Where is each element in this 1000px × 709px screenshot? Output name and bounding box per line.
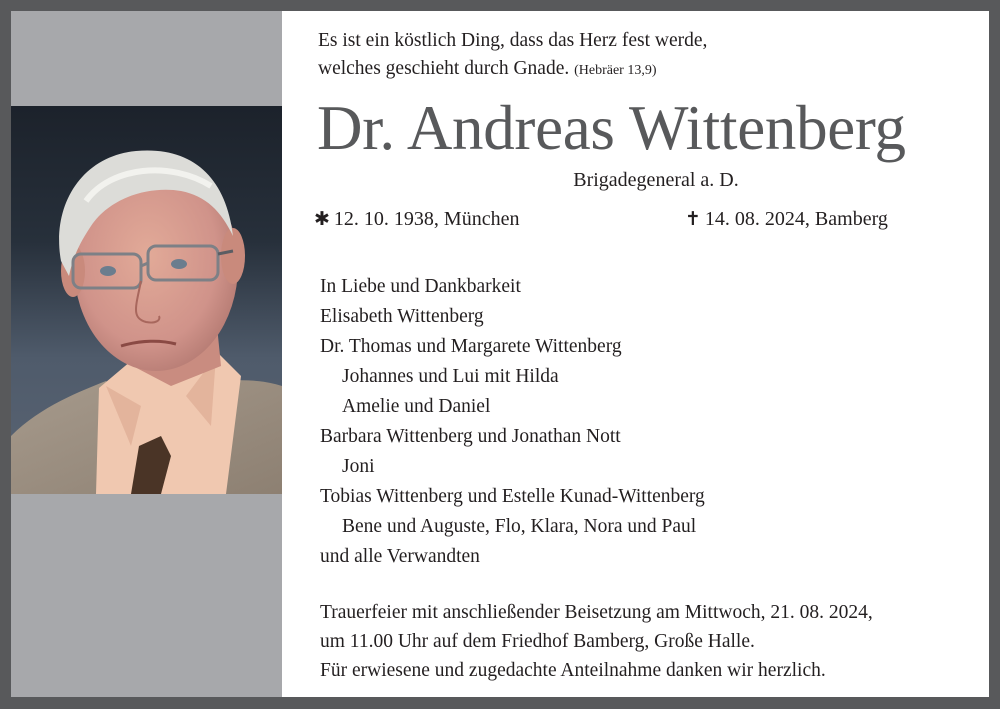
funeral-line: Für erwiesene und zugedachte Anteilnahme danken wir herzlich.	[320, 660, 826, 681]
quote-line-1: Es ist ein köstlich Ding, dass das Herz fest werde,	[318, 30, 708, 51]
death-date-text: 14. 08. 2024, Bamberg	[704, 208, 888, 230]
mourner-line: Bene und Auguste, Flo, Klara, Nora und Paul	[342, 516, 697, 537]
cross-death-icon: ✝	[685, 208, 701, 230]
death-date	[685, 205, 888, 233]
portrait-illustration	[11, 106, 282, 494]
funeral-line: um 11.00 Uhr auf dem Friedhof Bamberg, Große Halle.	[320, 631, 755, 652]
birth-date	[314, 205, 519, 233]
portrait-photo	[11, 106, 282, 494]
mourners-list	[320, 272, 705, 572]
mourner-line: Johannes und Lui mit Hilda	[342, 366, 559, 387]
mourner-line: Tobias Wittenberg und Estelle Kunad-Wittenberg	[320, 486, 705, 507]
quote-reference: (Hebräer 13,9)	[574, 63, 657, 78]
mourner-line: In Liebe und Dankbarkeit	[320, 276, 521, 297]
deceased-title: Brigadegeneral a. D.	[573, 169, 739, 191]
bible-quote	[318, 27, 707, 85]
mourner-line: Elisabeth Wittenberg	[320, 306, 484, 327]
quote-line-2	[318, 55, 707, 85]
asterisk-birth-icon: ✱	[314, 208, 330, 230]
obituary-content	[282, 11, 989, 697]
mourner-line: Barbara Wittenberg und Jonathan Nott	[320, 426, 621, 447]
deceased-name: Dr. Andreas Wittenberg	[317, 93, 906, 163]
mourner-line: und alle Verwandten	[320, 546, 480, 567]
funeral-notice	[320, 598, 873, 685]
mourner-line: Amelie und Daniel	[342, 396, 491, 417]
mourner-line: Dr. Thomas und Margarete Wittenberg	[320, 336, 622, 357]
life-dates	[314, 205, 914, 233]
quote-line-2-text: welches geschieht durch Gnade.	[318, 58, 570, 79]
mourner-line: Joni	[342, 456, 375, 477]
funeral-line: Trauerfeier mit anschließender Beisetzung am Mittwoch, 21. 08. 2024,	[320, 602, 873, 623]
birth-date-text: 12. 10. 1938, München	[333, 208, 520, 230]
